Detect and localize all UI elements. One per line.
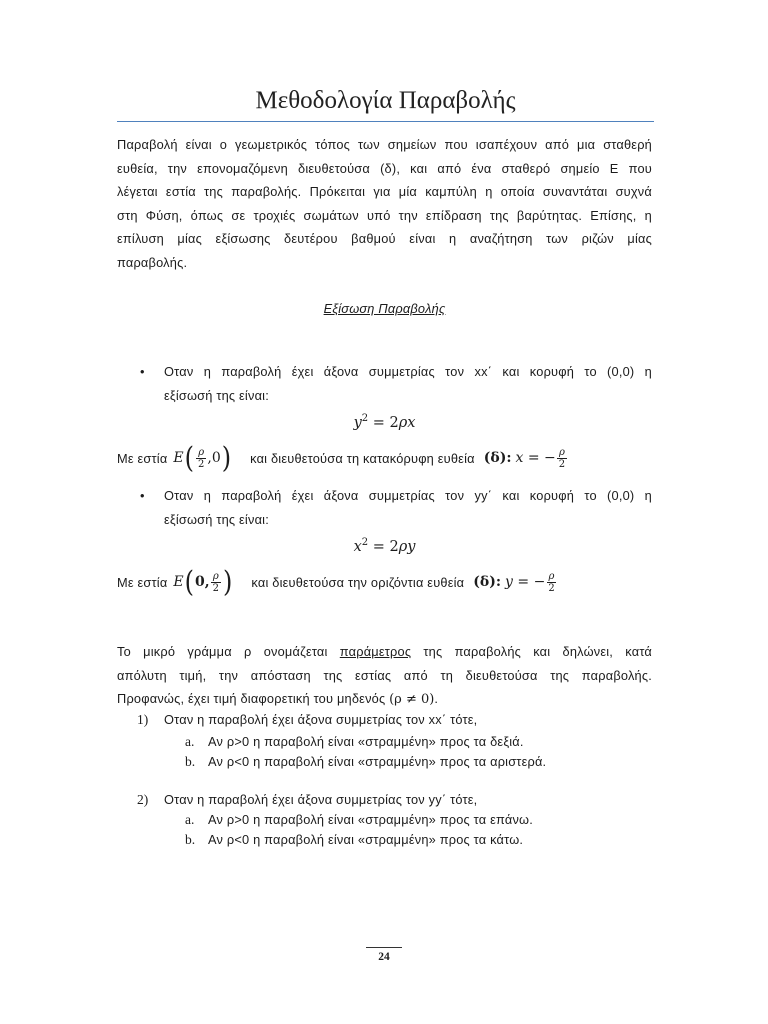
parameter-condition: (ρ ≠ 0) — [389, 692, 435, 708]
directrix-symbol: (δ): — [473, 574, 502, 590]
fraction-denominator: 2 — [548, 582, 555, 594]
focus-point-letter: E — [173, 450, 184, 466]
equation-operator: = 2 — [368, 539, 399, 555]
sublist-label: b. — [185, 754, 196, 769]
sublist-item: Αν ρ>0 η παραβολή είναι «στραμμένη» προς τα δεξιά. — [208, 734, 524, 749]
fraction — [196, 447, 206, 470]
list-number: 2) — [137, 792, 149, 807]
equation-rhs: ρy — [398, 539, 416, 555]
close-paren: ) — [221, 441, 232, 475]
equation-variable: x — [353, 539, 362, 555]
case-2-equation — [117, 535, 652, 559]
directrix-description: και διευθετούσα τη κατακόρυφη ευθεία — [250, 450, 475, 466]
focus-label: Με εστία — [117, 450, 168, 466]
equation-operator: = 2 — [368, 415, 399, 431]
page-number: 24 — [378, 951, 390, 963]
sublist-item: Αν ρ<0 η παραβολή είναι «στραμμένη» προς τα αριστερά. — [208, 754, 547, 769]
fraction-denominator: 2 — [212, 582, 220, 594]
title-underline-rule — [117, 121, 654, 122]
case-1-line: εξίσωσή της είναι: — [164, 387, 269, 403]
case-2-text — [164, 484, 652, 531]
list-item: Οταν η παραβολή έχει άξονα συμμετρίας τον xx΄ τότε, — [164, 712, 478, 727]
directrix-description: και διευθετούσα την οριζόντια ευθεία — [251, 574, 465, 590]
fraction — [211, 571, 221, 594]
section-heading — [117, 297, 652, 321]
fraction-numerator: ρ — [548, 570, 555, 582]
case-2-focus-line — [117, 564, 558, 600]
directrix-equation — [484, 447, 568, 470]
fraction — [557, 447, 567, 470]
case-1-line: Οταν η παραβολή έχει άξονα συμμετρίας τον xx΄ και κορυφή το (0,0) η — [164, 364, 652, 379]
bullet-marker: • — [140, 364, 145, 379]
equation-exponent: 2 — [361, 413, 369, 424]
parameter-paragraph — [117, 640, 652, 711]
page-title: Μεθοδολογία Παραβολής — [255, 87, 516, 114]
case-1-text — [164, 360, 652, 407]
fraction — [546, 571, 556, 594]
directrix-lhs: x = − — [515, 450, 556, 466]
open-paren: ( — [184, 441, 195, 475]
fraction-numerator: ρ — [559, 446, 565, 458]
case-2-line: εξίσωσή της είναι: — [164, 511, 269, 527]
intro-line: λέγεται εστία της παραβολής. Πρόκειται για μία καμπύλη η οποία συναντάται συχνά — [117, 184, 652, 200]
equation-rhs: ρx — [398, 415, 416, 431]
parameter-line-3 — [117, 687, 652, 711]
parameter-text: Προφανώς, έχει τιμή διαφορετική του μηδενός — [117, 691, 390, 707]
fraction-denominator: 2 — [198, 458, 205, 470]
parameter-line-2: απόλυτη τιμή, την απόσταση της εστίας από τη διευθετούσα της παραβολής. — [117, 667, 652, 683]
sublist-label: b. — [185, 832, 196, 847]
fraction-numerator: ρ — [212, 570, 219, 582]
equation-variable: y — [353, 415, 362, 431]
focus-after: ,0 — [207, 450, 221, 466]
parameter-term: παράμετρος — [339, 644, 412, 659]
intro-line: επίλυση μίας εξίσωσης δευτέρου βαθμού είναι η αναζήτηση των ριζών μίας — [117, 231, 652, 247]
equation-exponent: 2 — [361, 537, 369, 548]
list-item: Οταν η παραβολή έχει άξονα συμμετρίας τον yy΄ τότε, — [164, 792, 478, 807]
parameter-text: . — [434, 691, 439, 707]
focus-label: Με εστία — [117, 574, 168, 590]
section-heading-text: Εξίσωση Παραβολής — [323, 301, 446, 316]
close-paren: ) — [223, 565, 233, 599]
case-2-line: Οταν η παραβολή έχει άξονα συμμετρίας τον yy΄ και κορυφή το (0,0) η — [164, 488, 652, 503]
parameter-text: της παραβολής και δηλώνει, κατά — [411, 644, 652, 659]
intro-line: στη Φύση, όπως σε τροχιές σωμάτων υπό την επίδραση της βαρύτητας. Επίσης, η — [117, 207, 652, 223]
open-paren: ( — [184, 565, 195, 599]
case-1-focus-line — [117, 440, 568, 476]
focus-point — [173, 565, 233, 599]
directrix-equation — [473, 571, 557, 594]
case-1-equation — [117, 411, 652, 435]
focus-point — [173, 441, 232, 475]
intro-line: ευθεία, την επονομαζόμενη διευθετούσα (δ), και από ένα σταθερό σημείο Ε που — [117, 160, 652, 176]
page-number-rule — [366, 947, 402, 948]
bullet-marker: • — [140, 488, 145, 503]
list-number: 1) — [137, 712, 149, 727]
directrix-lhs: y = − — [505, 574, 546, 590]
directrix-symbol: (δ): — [483, 450, 512, 466]
intro-line: Παραβολή είναι ο γεωμετρικός τόπος των σημείων που ισαπέχουν από μια σταθερή — [117, 137, 652, 152]
sublist-item: Αν ρ>0 η παραβολή είναι «στραμμένη» προς τα επάνω. — [208, 812, 533, 827]
fraction-numerator: ρ — [198, 446, 205, 458]
sublist-label: a. — [185, 812, 195, 827]
fraction-denominator: 2 — [558, 458, 566, 470]
intro-paragraph — [117, 133, 652, 275]
parameter-line-1 — [117, 640, 652, 664]
sublist-item: Αν ρ<0 η παραβολή είναι «στραμμένη» προς τα κάτω. — [208, 832, 524, 847]
focus-point-letter: E — [173, 574, 184, 590]
sublist-label: a. — [185, 734, 195, 749]
parameter-text: Το μικρό γράμμα ρ ονομάζεται — [117, 644, 340, 659]
intro-line: παραβολής. — [117, 254, 188, 270]
focus-before: 0, — [195, 574, 210, 590]
